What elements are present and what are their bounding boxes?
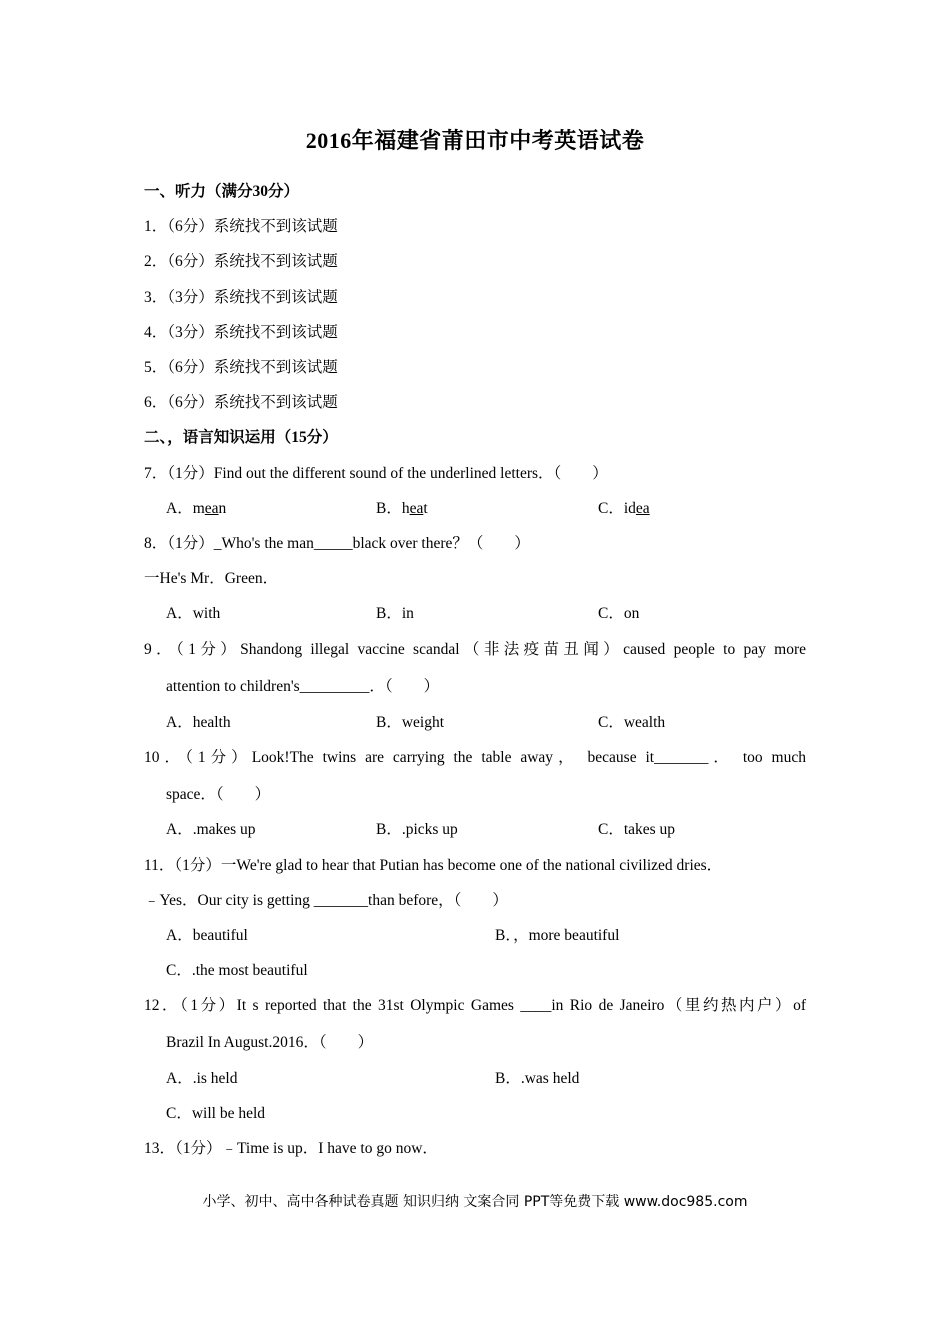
question-12-stem-line1: 12．（1分）It s reported that the 31st Olympic Games ____in Rio de Janeiro（里约热内户）of xyxy=(144,997,806,1014)
question-12-option-a: A．.is held xyxy=(166,1070,238,1087)
question-8-option-b: B．in xyxy=(376,605,414,622)
option-label: A． xyxy=(166,500,193,517)
question-11-stem-line2: ﹣Yes．Our city is getting _______than before，（ ） xyxy=(144,892,508,909)
option-text: t xyxy=(423,500,428,517)
question-9-option-b: B．weight xyxy=(376,714,445,731)
question-7-option-c xyxy=(598,499,650,519)
question-10-stem-line1: 10．（1分）Look!The twins are carrying the table away， because it_______． too much xyxy=(144,749,806,766)
option-label: B． xyxy=(376,500,402,517)
option-text: m xyxy=(192,500,205,517)
question-7-option-b xyxy=(376,499,428,519)
question-9-stem-line1: 9．（1分）Shandong illegal vaccine scandal（非法疫苗丑闻）caused people to pay more xyxy=(144,641,806,658)
question-10-option-a: A．.makes up xyxy=(166,821,256,838)
question-3: 3．（3分）系统找不到该试题 xyxy=(144,289,338,306)
question-12-option-b: B．.was held xyxy=(495,1070,580,1087)
question-5: 5．（6分）系统找不到该试题 xyxy=(144,359,338,376)
question-8-option-a: A．with xyxy=(166,605,221,622)
question-8-option-c: C．on xyxy=(598,605,640,622)
question-13-stem-line1: 13．（1分）﹣Time is up．I have to go now． xyxy=(144,1140,438,1157)
underlined-letters: ea xyxy=(635,500,650,517)
question-11-stem-line1: 11．（1分）一We're glad to hear that Putian has become one of the national civilized dries． xyxy=(144,857,723,874)
underlined-letters: ea xyxy=(204,500,219,517)
question-7-option-a xyxy=(166,499,226,519)
page-footer: 小学、初中、高中各种试卷真题 知识归纳 文案合同 PPT等免费下载 www.doc985.com xyxy=(202,1194,748,1210)
option-text: id xyxy=(623,500,636,517)
question-4: 4．（3分）系统找不到该试题 xyxy=(144,324,338,341)
question-2: 2．（6分）系统找不到该试题 xyxy=(144,253,338,270)
question-12-option-c: C．will be held xyxy=(166,1105,266,1122)
underlined-letters: ea xyxy=(409,500,424,517)
question-9-option-c: C．wealth xyxy=(598,714,666,731)
question-10-option-b: B．.picks up xyxy=(376,821,458,838)
page-title: 2016年福建省莆田市中考英语试卷 xyxy=(305,128,645,153)
question-9-option-a: A．health xyxy=(166,714,231,731)
section-heading-listening: 一、听力（满分30分） xyxy=(144,183,300,200)
option-label: C． xyxy=(598,500,624,517)
option-text: n xyxy=(218,500,227,517)
question-11-option-a: A．beautiful xyxy=(166,927,248,944)
question-9-stem-line2: attention to children's_________．（ ） xyxy=(166,678,440,695)
question-10-option-c: C．takes up xyxy=(598,821,676,838)
section-heading-language: 二、，语言知识运用（15分） xyxy=(144,429,338,446)
question-10-stem-line2: space．（ ） xyxy=(166,786,271,803)
question-8-reply: 一He's Mr．Green． xyxy=(144,570,279,587)
question-12-stem-line2: Brazil In August.2016．（ ） xyxy=(166,1034,374,1051)
question-8-stem: 8．（1分）_Who's the man_____black over there？（ ） xyxy=(144,535,530,552)
question-6: 6．（6分）系统找不到该试题 xyxy=(144,394,338,411)
question-1: 1．（6分）系统找不到该试题 xyxy=(144,218,338,235)
question-11-option-b: B．，more beautiful xyxy=(495,927,620,944)
question-7-stem: 7．（1分）Find out the different sound of the underlined letters．（ ） xyxy=(144,465,608,482)
option-text: h xyxy=(401,500,410,517)
question-11-option-c: C．.the most beautiful xyxy=(166,962,308,979)
